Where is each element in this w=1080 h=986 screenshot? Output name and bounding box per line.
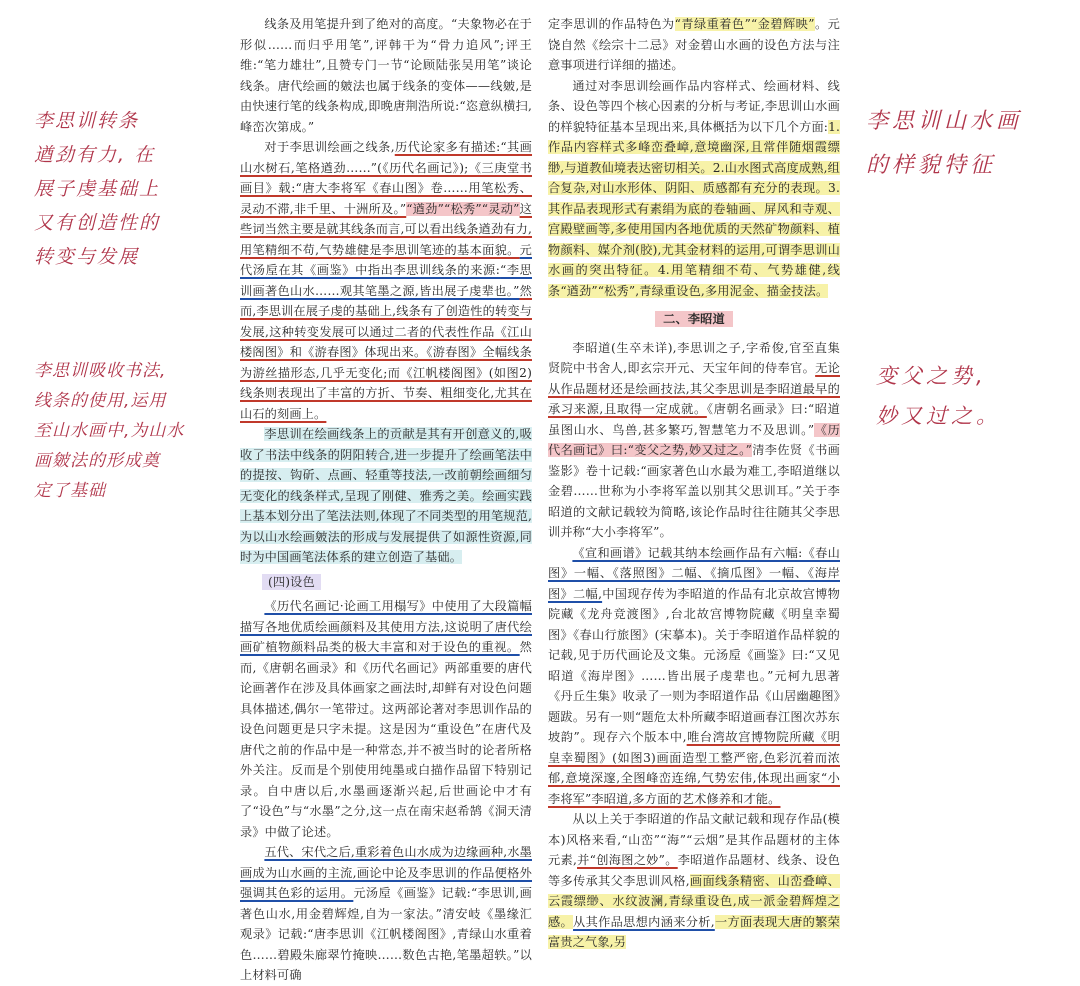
subsection-heading	[240, 572, 532, 593]
underlined-text: 然而,李思训在展子虔的基础上,线条有了创造性的转变与发展,这种转变发展可以通过二者的代表性作品《江山楼阁图》和《游春图》体现出来。《游春图》全幅线条为游丝描形态,几乎无变化;而《江帆楼阁图》(如图2)线条则表现出了丰富的方折、节奏、粗细变化,尤其在山石的刻画上。	[240, 283, 532, 421]
underlined-text: 唯台湾故宫博物院所藏《明皇幸蜀图》(如图3)画面造型工整严密,色彩沉着而浓郁,意境深邃,全图峰峦连绵,气势宏伟,体现出画家“小李将军”李昭道,多方面的艺术修养和才能。	[548, 730, 840, 806]
text-run: 李昭道(生卒未详),李思训之子,字希俊,官至直集贤院中书舍人,即玄宗开元、天宝年间的侍奉官。	[548, 340, 840, 375]
subsection-heading-text: (四)设色	[262, 574, 321, 590]
underlined-text: 元代汤垕在其《画鉴》中指出李思训线条的来源:	[240, 242, 532, 277]
text-run: 中国现存传为李昭道的作品有北京故宫博物院藏《龙舟竞渡图》,台北故宫博物院藏《明皇幸蜀图》《春山行旅图》(宋摹本)。关于李昭道作品样貌的记载,见于历代画论及文集。元汤垕《画鉴》曰:“又见昭道《海岸图》……皆出展子虔辈也。”元柯九思著《丹丘生集》收录了一则为李昭道作品《山居幽趣图》题跋。另有一则“题危太朴所藏李昭道画春江图次苏东坡韵”。现存六个版本中,	[548, 586, 840, 744]
left-column	[240, 14, 532, 986]
handwritten-note-calligraphy: 李思训吸收书法, 线条的使用,运用 至山水画中,为山水 画皴法的形成奠 定了基础	[34, 361, 185, 501]
underlined-text: 《历代名画记·论画工用榻写》中使用了大段篇幅描写各地优质绘画颜料及其使用方法,这说明了唐代绘画矿植物颜料品类的极大丰富和对于设色的重视。	[240, 599, 532, 654]
text-run: 《唐朝名画录》曰:“昭道虽图山水、鸟兽,甚多繁巧,智慧笔力不及思训。”	[548, 402, 840, 437]
handwritten-note-line-quality: 李思训转条 遒劲有力, 在 展子虔基础上 又有创造性的 转变与发展	[34, 110, 161, 268]
text-run: 通过对李思训绘画作品内容样式、绘画材料、线条、设色等四个核心因素的分析与考证,李思训山水画的样貌特征基本呈现出来,具体概括为以下几个方面:	[548, 78, 840, 134]
right-paragraph-3	[548, 338, 840, 543]
highlighted-text: 1.作品内容样式多峰峦叠嶂,意境幽深,且常伴随烟霞缥缈,与道教仙境表达密切相关。2.山水图式高度成熟,组合复杂,对山水形体、阴阳、质感都有充分的表现。3.其作品表现形式有素绢为底的卷轴画、屏风和寺观、宫殿壁画等,多使用国内各地优质的天然矿物颜料、植物颜料、媒介剂(胶),尤其金材料的运用,可谓李思训山水画的突出特征。4.用笔精细不苟、气势雄健,线条“遒劲”“松秀”,青绿重设色,多用泥金、描金技法。	[548, 119, 840, 298]
right-paragraph-4	[548, 543, 840, 810]
left-paragraph-4	[240, 596, 532, 842]
underlined-text: 无论从作品题材还是绘画技法,其父李思训是李昭道最早的承习来源,且取得一定成就。	[548, 361, 840, 416]
section-heading	[548, 309, 840, 330]
text-run: 对于李思训绘画之线条,	[264, 140, 395, 154]
handwritten-note-style-features: 李思训山水画 的样貌特征	[866, 109, 1023, 178]
left-paragraph-2	[240, 137, 532, 424]
text-run: 李昭道作品题材、线条、设色等多传承其父李思训风格,	[548, 853, 840, 888]
right-paragraph-5	[548, 809, 840, 953]
highlighted-text: “青绿重着色”“金碧辉映”	[674, 17, 815, 31]
text-run: 定李思训的作品特色为	[548, 17, 675, 31]
underlined-text: 从其作品思想内涵来分析,	[573, 914, 715, 929]
underlined-text: 五代、宋代之后,重彩着色山水成为边缘画种,水墨画成为山水画的主流,画论中论及李思训的作品便格外强调其色彩的运用。	[240, 845, 532, 900]
right-paragraph-1	[548, 14, 840, 76]
right-column	[548, 14, 840, 953]
highlighted-text: 一方面表现大唐的繁荣富贵之气象,另	[548, 914, 840, 949]
highlighted-text: 《历代名画记》曰:“变父之势,妙又过之。”	[548, 422, 840, 457]
underlined-text: 并“创海图之妙”。	[577, 853, 678, 867]
handwritten-note-surpass-father: 变父之势, 妙又过之。	[876, 364, 1001, 428]
text-run: 元汤垕《画鉴》记载:“李思训,画著色山水,用金碧辉煌,自为一家法。”清安岐《墨缘汇观录》记载:“唐李思训《江帆楼阁图》,青绿山水重着色……碧殿朱廊翠竹掩映……数色古艳,笔墨超轶。”以上材料可确	[240, 886, 532, 982]
left-paragraph-5	[240, 842, 532, 986]
section-heading-text: 二、李昭道	[655, 311, 733, 327]
text-run: 从以上关于李昭道的作品文献记载和现存作品(模本)风格来看,“山峦”“海”“云烟”是其作品题材的主体元素,	[548, 812, 840, 867]
left-paragraph-1: 线条及用笔提升到了绝对的高度。“夫象物必在于形似……而归乎用笔”,评韩干为“骨力追风”;评王维:“笔力雄壮”,且赞专门一节“论顾陆张吴用笔”谈论线条。唐代绘画的皴法也属于线条的变体——线皴,是由快速行笔的线条构成,即晚唐荆浩所说:“恣意纵横扫,峰峦次第成。”	[240, 17, 532, 134]
highlighted-text: 李思训在绘画线条上的贡献是其有开创意义的,吸收了书法中线条的阴阳转合,进一步提升了绘画笔法中的提按、钩斫、点画、轻重等技法,一改前朝绘画细匀无变化的线条样式,呈现了刚健、雅秀之美。绘画实践上基本划分出了笔法法则,体现了不同类型的用笔规范,为以山水绘画皴法的形成与发展提供了如源性资源,同时为中国画笔法体系的建立创造了基础。	[240, 427, 532, 564]
underlined-text: “李思训画著色山水……观其笔墨之源,皆出展子虔辈也。”	[240, 263, 532, 298]
right-paragraph-2	[548, 76, 840, 302]
text-run: 然而,《唐朝名画录》和《历代名画记》两部重要的唐代论画著作在涉及具体画家之画法时,却鲜有对设色问题具体描述,偶尔一笔带过。这两部论著对李思训作品的设色问题更是只字未提。这是因为“重设色”在唐代及唐代之前的作品中是一种常态,并不被当时的论者所格外关注。反而是个别使用纯墨或白描作品留下特别记录。自中唐以后,水墨画逐渐兴起,后世画论中才有了“设色”与“水墨”之分,这一点在南宋赵希鹄《洞天清录》中做了论述。	[240, 640, 532, 839]
underlined-text: 《宣和画谱》记载其纳本绘画作品有六幅:《春山图》一幅、《落照图》二幅、《摘瓜图》一幅、《海岸图》二幅,	[548, 545, 840, 601]
underlined-text: 这些词当然主要是就其线条而言,可以看出线条遒劲有力,用笔精细不苟,气势雄健是李思训笔迹的基本面貌。	[240, 201, 532, 257]
highlighted-text: 画面线条精密、山峦叠嶂、云霞缥缈、水纹波澜,青绿重设色,成一派金碧辉煌之感。	[548, 873, 840, 929]
left-paragraph-3	[240, 424, 532, 568]
text-run: 清李佐贤《书画鉴影》卷十记载:“画家著色山水最为难工,李昭道继以金碧……世称为小李将军盖以别其父思训耳。”关于李昭道的文献记载较为简略,该论作品时往往随其父李思训并称“大小李将军”。	[548, 443, 840, 539]
underlined-text: 历代论家多有描述:“其画山水树石,笔格遒劲……”(《历代名画记》);《三庚堂书画目》载:“唐大李将军《春山图》卷……用笔松秀、灵动不滞,非千里、十洲所及。”	[240, 140, 533, 216]
highlighted-text: “遒劲”“松秀”“灵动”	[406, 201, 520, 216]
text-run: 。元饶自然《绘宗十二忌》对金碧山水画的设色方法与注意事项进行详细的描述。	[548, 17, 841, 72]
